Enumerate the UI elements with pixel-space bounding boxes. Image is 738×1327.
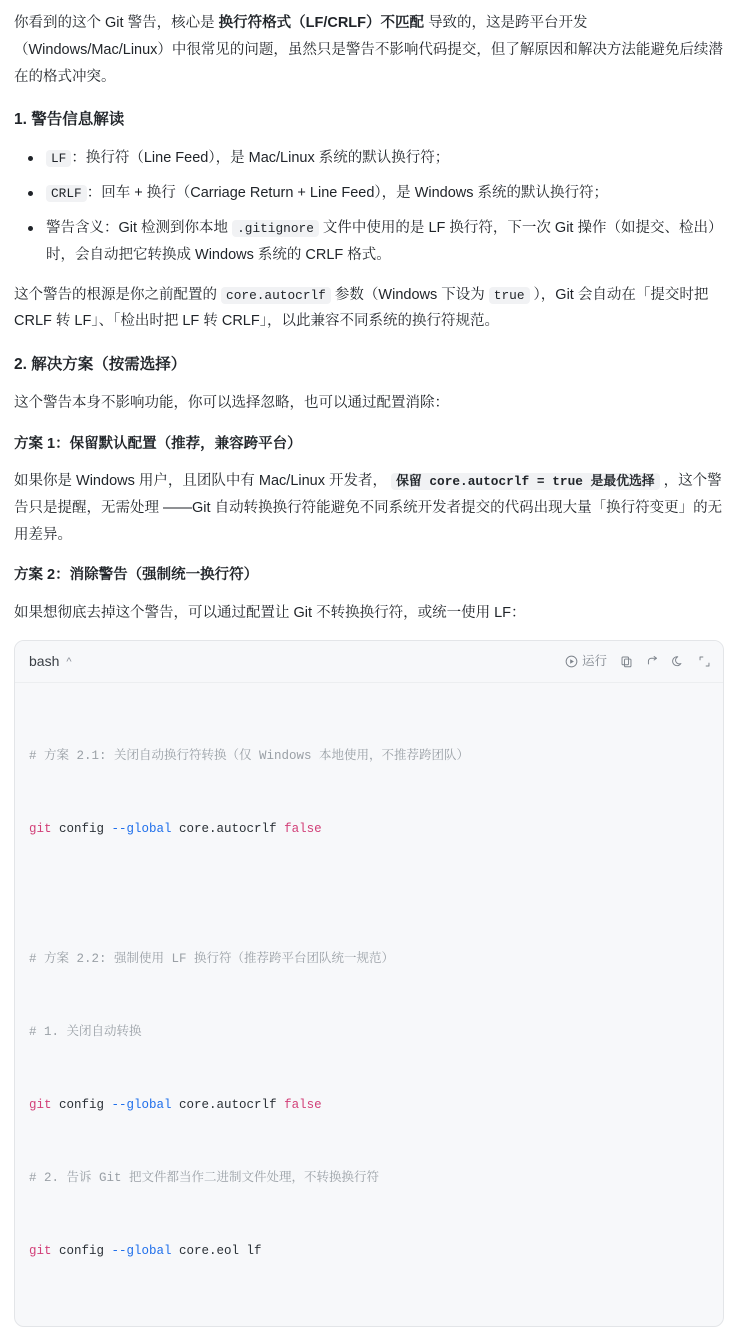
- list-item-text: ：回车 + 换行（Carriage Return + Line Feed），是 Windows 系统的默认换行符；: [86, 185, 609, 202]
- code-flag: --global: [111, 821, 172, 836]
- code-command: git: [29, 1244, 52, 1259]
- code-line: [29, 1166, 709, 1190]
- intro-text-1: 你看到的这个 Git 警告，核心是: [14, 15, 215, 31]
- plan-1-bold-code: 保留 core.autocrlf = true 是最优选择: [391, 473, 660, 490]
- plan-2-paragraph: 如果想彻底去掉这个警告，可以通过配置让 Git 不转换换行符，或统一使用 LF：: [14, 604, 526, 621]
- code-gitignore: .gitignore: [232, 220, 319, 237]
- code-true: true: [489, 287, 530, 304]
- copy-icon[interactable]: [620, 655, 633, 668]
- list-item-text: 文件中使用的是 LF 换行符，下一次 Git 操作（如提交、检出）时，会自动把它转换成 Windows 系统的 CRLF 格式。: [46, 220, 723, 263]
- code-text: config: [51, 821, 112, 836]
- intro-text-2: 导致的，这是跨平台开发（Windows/Mac/Linux）中很常见的问题，虽然只是警告不影响代码提交，但了解原因和解决方法能避免后续潜在的格式冲突。: [14, 15, 723, 85]
- code-crlf: CRLF: [46, 185, 87, 202]
- code-line: [29, 744, 709, 768]
- plan-1-text-2: ，这个警告只是提醒，无需处理 ——Git 自动转换换行符能避免不同系统开发者提交的代码出现大量「换行符变更」的无用差异。: [14, 473, 723, 543]
- code-block-header: [15, 641, 723, 683]
- para-text-2: 参数（Windows 下设为: [334, 286, 485, 303]
- code-line: [29, 1093, 709, 1117]
- code-text: config: [51, 1244, 112, 1259]
- intro-paragraph: [14, 10, 724, 90]
- list-item: [36, 180, 724, 206]
- code-flag: --global: [111, 1244, 172, 1259]
- code-language-label: bash: [29, 653, 60, 670]
- section-2-paragraph: 这个警告本身不影响功能，你可以选择忽略，也可以通过配置消除：: [14, 395, 449, 412]
- expand-icon[interactable]: [698, 655, 711, 668]
- para-text-3: ），Git 会自动在「提交时把 CRLF 转 LF」、「检出时把 LF 转 CRLF」，以此兼容不同系统的换行符规范。: [14, 286, 709, 330]
- code-value: false: [284, 1097, 322, 1112]
- code-language-toggle[interactable]: [29, 649, 72, 674]
- plan-1-title: 方案 1：保留默认配置（推荐，兼容跨平台）: [14, 435, 302, 452]
- code-comment: # 1. 关闭自动转换: [29, 1024, 142, 1039]
- section-1-bullet-list: [14, 145, 724, 267]
- list-item-text: ：换行符（Line Feed），是 Mac/Linux 系统的默认换行符；: [71, 150, 450, 167]
- section-1-paragraph: [14, 282, 724, 336]
- code-comment: # 2. 告诉 Git 把文件都当作二进制文件处理，不转换换行符: [29, 1171, 380, 1186]
- run-label: 运行: [581, 653, 607, 668]
- section-2-heading: 2. 解决方案（按需选择）: [14, 356, 187, 374]
- code-line: [29, 1020, 709, 1044]
- code-line: [29, 947, 709, 971]
- code-text: core.eol lf: [171, 1244, 262, 1259]
- code-comment: # 方案 2.2: 强制使用 LF 换行符（推荐跨平台团队统一规范）: [29, 951, 395, 966]
- play-icon: [565, 655, 578, 668]
- para-text-1: 这个警告的根源是你之前配置的: [14, 286, 217, 303]
- section-1-heading: 1. 警告信息解读: [14, 111, 125, 129]
- code-command: git: [29, 821, 52, 836]
- list-item-prefix: 警告含义：Git 检测到你本地: [46, 220, 229, 237]
- code-block-content[interactable]: [15, 683, 723, 1326]
- list-item: [36, 145, 724, 171]
- code-text: config: [51, 1097, 112, 1112]
- plan-1-paragraph: [14, 468, 724, 548]
- moon-icon[interactable]: [672, 655, 685, 668]
- code-comment: # 方案 2.1: 关闭自动换行符转换（仅 Windows 本地使用，不推荐跨团队）: [29, 748, 470, 763]
- code-block-actions: [565, 651, 711, 673]
- code-flag: --global: [111, 1097, 172, 1112]
- code-core-autocrlf: core.autocrlf: [221, 287, 331, 304]
- code-text: core.autocrlf: [171, 1097, 285, 1112]
- code-block: [14, 640, 724, 1327]
- chevron-up-icon[interactable]: ^: [66, 656, 72, 669]
- code-line: [29, 1239, 709, 1263]
- plan-2-title: 方案 2：消除警告（强制统一换行符）: [14, 567, 259, 584]
- list-item: [36, 215, 724, 267]
- code-value: false: [284, 821, 322, 836]
- code-line: [29, 817, 709, 841]
- code-text: core.autocrlf: [171, 821, 285, 836]
- code-lf: LF: [46, 150, 71, 167]
- plan-1-text-1: 如果你是 Windows 用户，且团队中有 Mac/Linux 开发者，: [14, 473, 388, 490]
- code-blank-line: [29, 890, 709, 898]
- redo-icon[interactable]: [646, 655, 659, 668]
- run-button[interactable]: [565, 651, 607, 673]
- intro-bold: 换行符格式（LF/CRLF）不匹配: [218, 15, 425, 31]
- code-command: git: [29, 1097, 52, 1112]
